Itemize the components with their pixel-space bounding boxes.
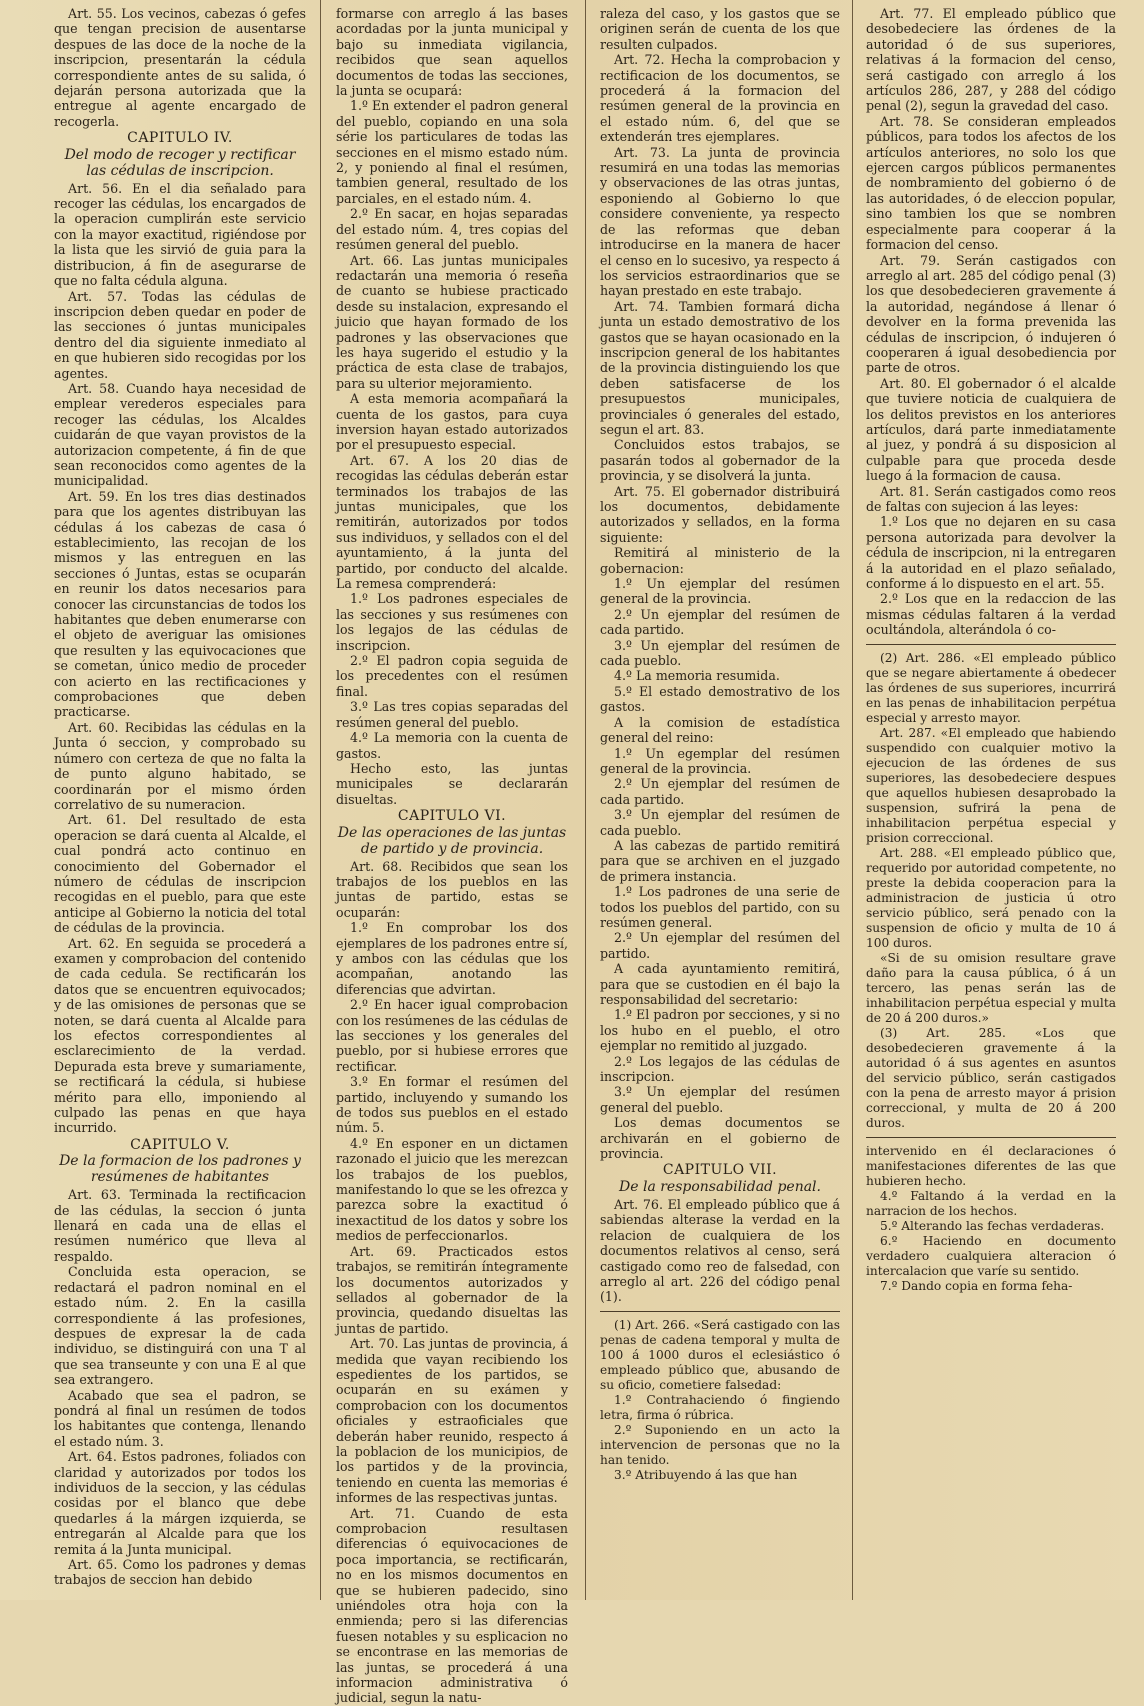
article-paragraph: Hecho esto, las juntas municipales se declararán disueltas. [336,760,568,807]
article-paragraph: Art. 60. Recibidas las cédulas en la Junta ó seccion, y comprobado su número con certeza de que no falta la de punto alguno habitado, se coordinarán por el mismo órden correlativo de su numeracion. [54,719,306,812]
footnote-paragraph: (3) Art. 285. «Los que desobedecieren gravemente á la autoridad ó á sus agentes en asuntos del servicio público, serán castigados con la pena de arresto mayor á prision correccional, y multa de 20 á 200 duros. [866,1025,1116,1130]
article-paragraph: 4.º La memoria con la cuenta de gastos. [336,730,568,761]
chapter-heading: CAPITULO VII. [662,1162,778,1179]
article-paragraph: Art. 73. La junta de provincia resumirá en una todas las memorias y observaciones de las otras juntas, esponiendo al Gobierno lo que considere conveniente, ya respecto de las reformas que deban introducirse en la manera de hacer el censo en lo sucesivo, ya respecto á los servicios estraordinarios que se hayan prestado en este trabajo. [600,144,840,299]
footnote-rule [866,1137,1116,1138]
column-rule [852,0,853,1600]
article-paragraph: Art. 66. Las juntas municipales redactarán una memoria ó reseña de cuanto se hubiese practicado desde su instalacion, expresando el juicio que hayan formado de los padrones y las observaciones que les haya sugerido el estudio y la práctica de esta clase de trabajos, para su ulterior mejoramiento. [336,252,568,391]
article-paragraph: 1.º Un ejemplar del resúmen general de la provincia. [600,576,840,607]
footnote-paragraph: Art. 288. «El empleado público que, requerido por autoridad competente, no preste la debida cooperacion para la administracion de justicia ú otro servicio público, será penado con la suspension de oficio y multa de 10 á 100 duros. [866,845,1116,950]
footnote-paragraph: 1.º Contrahaciendo ó fingiendo letra, firma ó rúbrica. [600,1392,840,1422]
article-paragraph: 3.º Un ejemplar del resúmen de cada pueblo. [600,807,840,838]
article-paragraph: Art. 69. Practicados estos trabajos, se remitirán íntegramente los documentos autorizados y sellados al gobernador de la provincia, quedando disueltas las juntas de partido. [336,1243,568,1336]
article-paragraph: Art. 74. Tambien formará dicha junta un estado demostrativo de los gastos que se hayan ocasionado en la inscripcion general de los habitantes de la provincia distinguiendo los que deben satisfacerse de los presupuestos municipales, provinciales ó generales del estado, segun el art. 83. [600,298,840,437]
article-paragraph: Concluidos estos trabajos, se pasarán todos al gobernador de la provincia, y se disolverá la junta. [600,437,840,484]
article-paragraph: formarse con arreglo á las bases acordadas por la junta municipal y bajo su inmediata vigilancia, recibidos que sean aquellos documentos de todas las secciones, la junta se ocupará: [336,6,568,99]
article-paragraph: A la comision de estadística general del reino: [600,714,840,746]
article-paragraph: Art. 56. En el dia señalado para recoger las cédulas, los encargados de la operacion cumplirán este servicio con la mayor exactitud, rigiéndose por la lista que les sirvió de guia para la distribucion, á fin de asegurarse de que no falta cédula alguna. [54,180,306,289]
article-paragraph: Acabado que sea el padron, se pondrá al final un resúmen de todos los habitantes que contenga, llenando el estado núm. 3. [54,1387,306,1449]
text-column-2 [336,6,569,1706]
article-paragraph: 2.º El padron copia seguida de los precedentes con el resúmen final. [336,653,568,699]
article-paragraph: 3.º En formar el resúmen del partido, incluyendo y sumando los de todos sus pueblos en el estado núm. 5. [336,1074,568,1136]
article-paragraph: A esta memoria acompañará la cuenta de los gastos, para cuya inversion hayan estado autorizados por el presupuesto especial. [336,391,568,453]
article-paragraph: 1.º En comprobar los dos ejemplares de los padrones entre sí, y ambos con las cédulas que los acompañan, anotando las diferencias que advirtan. [336,920,568,997]
footnote-paragraph: «Si de su omision resultare grave daño para la causa pública, ó á un tercero, las penas serán las de inhabilitacion perpétua especial y multa de 20 á 200 duros.» [866,950,1116,1025]
article-paragraph: Art. 67. A los 20 dias de recogidas las cédulas deberán estar terminados los trabajos de las juntas municipales, que los remitirán, autorizados por todos sus individuos, y sellados con el del ayuntamiento, á la junta del partido, por conducto del alcalde. La remesa comprenderá: [336,452,568,592]
article-paragraph: 2.º Un ejemplar del resúmen de cada partido. [600,606,840,638]
article-paragraph: Art. 81. Serán castigados como reos de faltas con sujecion á las leyes: [866,483,1116,514]
text-column-1 [54,6,306,1596]
article-paragraph: Art. 68. Recibidos que sean los trabajos de los pueblos en las juntas de partido, estas se ocuparán: [336,858,568,920]
article-paragraph: 2.º En sacar, en hojas separadas del estado núm. 4, tres copias del resúmen general del pueblo. [336,206,568,253]
column-rule [320,0,321,1600]
article-paragraph: 4.º La memoria resumida. [614,668,780,684]
footnote-paragraph: 4.º Faltando á la verdad en la narracion de los hechos. [866,1188,1116,1218]
footnote-paragraph: Art. 287. «El empleado que habiendo suspendido con cualquier motivo la ejecucion de las órdenes de sus superiores, las desobedeciere despues que aquellos hubiesen desaprobado la suspension, sufrirá la pena de inhabilitacion perpétua especial y prision correccional. [866,725,1116,845]
footnote-paragraph: (1) Art. 266. «Será castigado con las penas de cadena temporal y multa de 100 á 1000 duros el eclesiástico ó empleado público que, abusando de su oficio, cometiere falsedad: [600,1317,840,1392]
article-paragraph: Remitirá al ministerio de la gobernacion: [600,545,840,576]
article-paragraph: Art. 64. Estos padrones, foliados con claridad y autorizados por todos los individuos de la seccion, y las cédulas cosidas por el blanco que debe quedarles á la márgen izquierda, se entregarán al Alcalde para que los remita á la Junta municipal. [54,1449,306,1557]
chapter-subtitle: De la responsabilidad penal. [619,1178,821,1195]
article-paragraph: 2.º En hacer igual comprobacion con los resúmenes de las cédulas de las secciones y los generales del pueblo, por si hubiese errores que rectificar. [336,997,569,1074]
footnote-paragraph: intervenido en él declaraciones ó manifestaciones diferentes de las que hubieren hecho. [866,1143,1116,1188]
text-column-3 [600,6,840,1596]
footnote-paragraph: 2.º Suponiendo en un acto la intervencion de personas que no la han tenido. [600,1422,840,1467]
article-paragraph: Art. 78. Se consideran empleados públicos, para todos los afectos de los artículos anteriores, no solo los que ejercen cargos públicos permanentes de nombramiento del gobierno ó de las autoridades, ó de eleccion popular, sino tambien los que se nombren especialmente para cooperar á la formacion del censo. [866,113,1116,253]
footnote-rule [866,644,1116,645]
article-paragraph: 1.º El padron por secciones, y si no los hubo en el pueblo, el otro ejemplar no remitido al juzgado. [600,1007,840,1054]
footnote-paragraph: (2) Art. 286. «El empleado público que se negare abiertamente á obedecer las órdenes de sus superiores, incurrirá en las penas de inhabilitacion perpétua especial y arresto mayor. [866,650,1116,725]
article-paragraph: raleza del caso, y los gastos que se originen serán de cuenta de los que resulten culpados. [600,6,840,52]
article-paragraph: 1.º Los padrones de una serie de todos los pueblos del partido, con su resúmen general. [600,884,840,930]
column-rule [585,0,586,1600]
footnote-paragraph: 6.º Haciendo en documento verdadero cualquiera alteracion ó intercalacion que varíe su sentido. [866,1233,1116,1278]
article-paragraph: 5.º El estado demostrativo de los gastos. [600,683,840,715]
article-paragraph: 1.º Los padrones especiales de las secciones y sus resúmenes con los legajos de las cédulas de inscripcion. [336,591,568,653]
article-paragraph: Art. 57. Todas las cédulas de inscripcion deben quedar en poder de las secciones ó juntas municipales dentro del dia siguiente inmediato al en que hubieren sido recogidas por los agentes. [54,288,306,381]
article-paragraph: 2.º Los legajos de las cédulas de inscripcion. [600,1053,840,1085]
footnote-paragraph: 3.º Atribuyendo á las que han [614,1467,798,1482]
chapter-subtitle: De las operaciones de las juntas de partido y de provincia. [337,824,567,857]
article-paragraph: 1.º Los que no dejaren en su casa persona autorizada para devolver la cédula de inscripcion, ni la entregaren á la autoridad en el plazo señalado, conforme á lo dispuesto en el art. 55. [866,514,1116,592]
article-paragraph: Art. 58. Cuando haya necesidad de emplear verederos especiales para recoger las cédulas, los Alcaldes cuidarán de que vayan provistos de la autorizacion competente, á fin de que sean reconocidos como agentes de la municipalidad. [54,380,306,489]
footnote-paragraph: 7.º Dando copia en forma feha- [880,1278,1073,1293]
article-paragraph: Art. 79. Serán castigados con arreglo al art. 285 del código penal (3) los que desobedecieren gravemente á la autoridad, negándose á llenar ó devolver en la forma prevenida las cédulas de inscripcion, ó indujeren ó cooperaren á igual desobediencia por parte de otros. [866,252,1116,376]
footnote-rule [600,1311,840,1312]
chapter-heading: CAPITULO IV. [127,130,233,147]
chapter-subtitle: Del modo de recoger y rectificar las cédulas de inscripcion. [64,146,296,179]
article-paragraph: 2.º Un ejemplar del resúmen de cada partido. [600,776,840,807]
chapter-heading: CAPITULO V. [130,1136,230,1153]
article-paragraph: 1.º Un egemplar del resúmen general de la provincia. [600,745,840,776]
article-paragraph: Art. 72. Hecha la comprobacion y rectificacion de los documentos, se procederá á la formacion del resúmen general de la provincia en el estado núm. 6, del que se extenderán tres ejemplares. [600,52,840,145]
article-paragraph: A cada ayuntamiento remitirá, para que se custodien en él bajo la responsabilidad del secretario: [600,961,840,1007]
article-paragraph: A las cabezas de partido remitirá para que se archiven en el juzgado de primera instancia. [600,837,840,884]
chapter-heading: CAPITULO VI. [397,808,507,825]
article-paragraph: 3.º Un ejemplar del resúmen de cada pueblo. [600,637,840,669]
article-paragraph: Art. 62. En seguida se procederá a examen y comprobacion del contenido de cada cedula. Se rectificarán los datos que se encuentren equivocados; y de las omisiones de personas que se noten, se dará cuenta al Alcalde para los efectos correspondientes al esclarecimiento de la verdad. Depurada esta breve y sumariamente, se rectificará la cédula, si hubiese mérito para ello, imponiendo al culpado las penas en que haya incurrido. [54,935,306,1136]
article-paragraph: Art. 55. Los vecinos, cabezas ó gefes que tengan precision de ausentarse despues de las doce de la noche de la inscripcion, presentarán la cédula correspondiente antes de su salida, ó dejarán persona autorizada que la entregue al agente encargado de recogerla. [54,6,306,129]
article-paragraph: 2.º Los que en la redaccion de las mismas cédulas faltaren á la verdad ocultándola, alterándola ó co- [866,591,1116,638]
chapter-subtitle: De la formacion de los padrones y resúmenes de habitantes [59,1153,301,1186]
article-paragraph: Art. 63. Terminada la rectificacion de las cédulas, la seccion ó junta llenará en cada una de ellas el resúmen numérico que lleva al respaldo. [54,1187,306,1264]
article-paragraph: 3.º Las tres copias separadas del resúmen general del pueblo. [336,699,568,730]
footnote-paragraph: 5.º Alterando las fechas verdaderas. [880,1218,1105,1233]
article-paragraph: Art. 59. En los tres dias destinados para que los agentes distribuyan las cédulas á los cabezas de casa ó establecimiento, las recojan de los mismos y las entreguen en las secciones ó Juntas, estas se ocuparán en reunir los datos necesarios para conocer las circunstancias de todos los habitantes que deben enumerarse con el objeto de averiguar las omisiones que resulten y las equivocaciones que se cometan, único medio de proceder con acierto en las rectificaciones y comprobaciones que deben practicarse. [54,488,306,720]
text-column-4 [866,6,1116,1596]
article-paragraph: Art. 75. El gobernador distribuirá los documentos, debidamente autorizados y sellados, en la forma siguiente: [600,483,840,545]
article-paragraph: Art. 76. El empleado público que á sabiendas alterase la verdad en la relacion de cualquiera de los documentos relativos al censo, será castigado como reo de falsedad, con arreglo al art. 226 del código penal (1). [600,1196,840,1305]
article-paragraph: Concluida esta operacion, se redactará el padron nominal en el estado núm. 2. En la casilla correspondiente á las profesiones, despues de expresar la de cada individuo, se distinguirá con una T al que sea transeunte y con una E al que sea extrangero. [54,1264,306,1388]
article-paragraph: 3.º Un ejemplar del resúmen general del pueblo. [600,1084,840,1115]
article-paragraph: Art. 71. Cuando de esta comprobacion resultasen diferencias ó equivocaciones de poca importancia, se rectificarán, no en los mismos documentos en que se hubieren padecido, sino uniéndoles otra hoja con la enmienda; pero si las diferencias fuesen notables y su esplicacion no se encontrase en las memorias de las juntas, se procederá á una informacion administrativa ó judicial, segun la natu- [336,1505,568,1706]
article-paragraph: Art. 61. Del resultado de esta operacion se dará cuenta al Alcalde, el cual pondrá acto continuo en conocimiento del Gobernador el número de cédulas de inscripcion recogidas en el pueblo, para que este anticipe al Gobierno la noticia del total de cédulas de la provincia. [54,812,306,936]
article-paragraph: Art. 80. El gobernador ó el alcalde que tuviere noticia de cualquiera de los delitos previstos en los anteriores artículos, dará parte inmediatamente al juez, y pondrá á su disposicion al culpable para que proceda desde luego á la formacion de causa. [866,375,1116,484]
article-paragraph: Art. 77. El empleado público que desobedeciere las órdenes de la autoridad ó de sus superiores, relativas á la formacion del censo, será castigado con arreglo á los artículos 286, 287, y 288 del código penal (2), segun la gravedad del caso. [866,6,1116,114]
article-paragraph: 1.º En extender el padron general del pueblo, copiando en una sola série los particulares de todas las secciones en el mismo estado núm. 2, y poniendo al final el resúmen, tambien general, resultado de los parciales, en el estado núm. 4. [336,98,568,206]
article-paragraph: Los demas documentos se archivarán en el gobierno de provincia. [600,1115,840,1162]
article-paragraph: Art. 70. Las juntas de provincia, á medida que vayan recibiendo los espedientes de los partidos, se ocuparán en su exámen y comprobacion con los documentos oficiales y estraoficiales que deberán haber reunido, respecto á la poblacion de los municipios, de los partidos y de la provincia, teniendo en cuenta las memorias é informes de las respectivas juntas. [336,1336,568,1506]
article-paragraph: Art. 65. Como los padrones y demas trabajos de seccion han debido [54,1557,306,1588]
article-paragraph: 4.º En esponer en un dictamen razonado el juicio que les merezcan los trabajos de los pueblos, manifestando lo que se les ofrezca y parezca sobre la exactitud ó inexactitud de los datos y sobre los medios de perfeccionarlos. [336,1135,568,1244]
article-paragraph: 2.º Un ejemplar del resúmen del partido. [600,930,840,961]
